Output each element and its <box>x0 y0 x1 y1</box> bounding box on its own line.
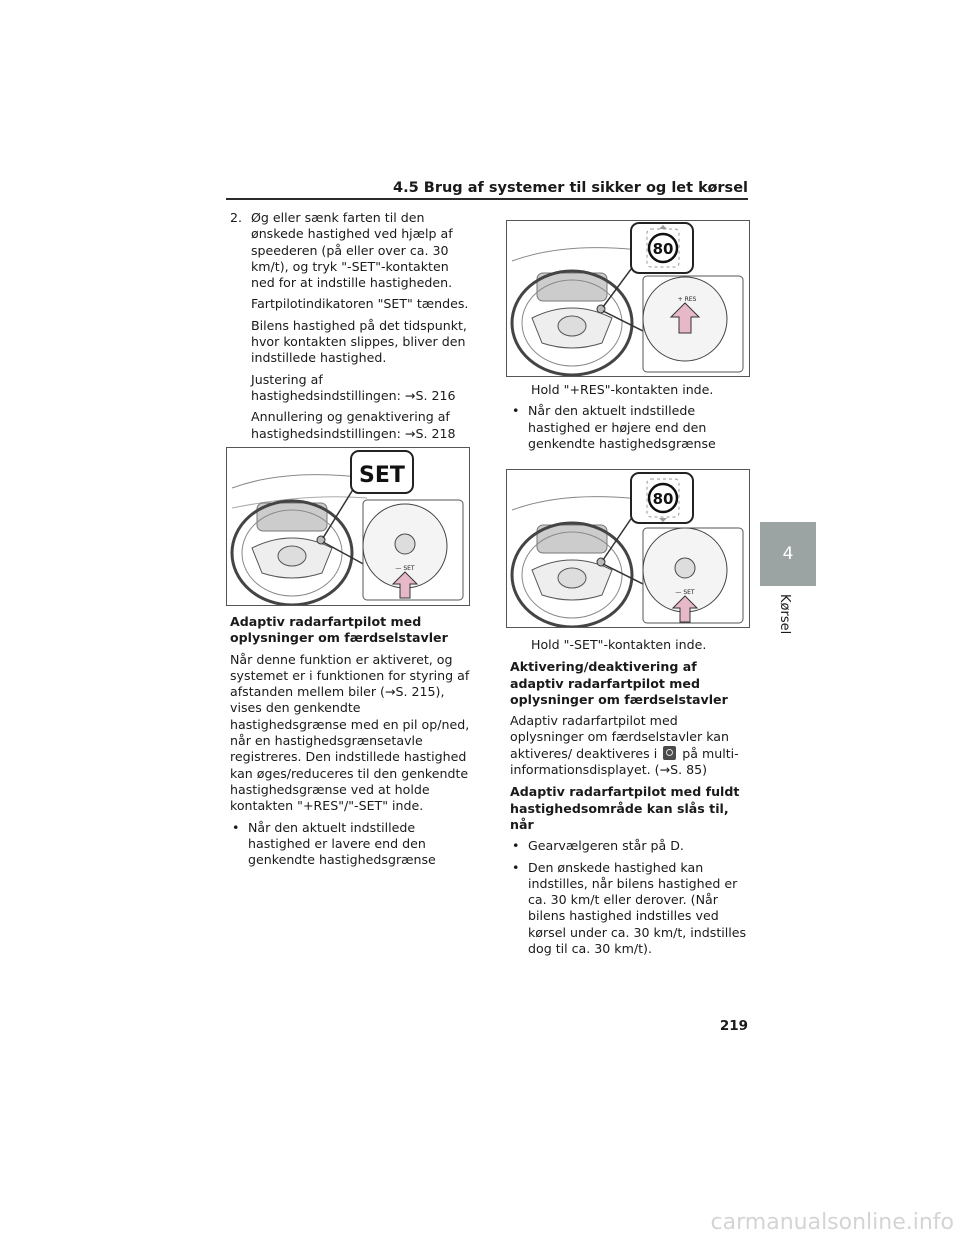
step-2-link-cancel[interactable]: Annullering og genaktivering af hastighedsindstillingen: →S. 218 <box>251 409 456 441</box>
section-title: 4.5 Brug af systemer til sikker og let kørsel <box>393 180 748 196</box>
bullet-speed-text: Den ønskede hastighed kan indstilles, når bilens hastighed er ca. 30 km/t eller derover. (Når bilens hastighed indstilles ved kørsel under ca. 30 km/t, indstilles dog til ca. 30 km/t). <box>528 859 747 957</box>
step-2 <box>230 210 472 296</box>
feature-body: Når denne funktion er aktiveret, og systemet er i funktionen for styring af afstanden mellem biler (→S. 215), vises den genkendte hastighedsgrænse med en pil op/ned, når en hastighedsgrænsetavle registreres. Den indstillede hastighed kan øges/reduceres til den genkendte hastighedsgrænse ved at holde kontakten "+RES"/"-SET" inde. <box>230 651 470 814</box>
step-2-text: Øg eller sænk farten til den ønskede hastighed ved hjælp af speederen (på eller over ca. 30 km/t), og tryk "-SET"-kontakten ned for at indstille hastigheden. <box>251 210 453 291</box>
right-upper-column <box>510 382 752 457</box>
bullet-higher-text: Når den aktuelt indstillede hastighed er højere end den genkendte hastighedsgrænse <box>528 403 716 451</box>
watermark: carmanualsonline.info <box>710 1210 954 1235</box>
res-switch-label: + RES <box>677 296 697 303</box>
right-lower-column <box>510 637 752 962</box>
bullet-lower: • Når den aktuelt indstillede hastighed er lavere end den genkendte hastighedsgrænse <box>230 820 472 869</box>
step-2-note-2: Bilens hastighed på det tidspunkt, hvor kontakten slippes, bliver den indstillede hastighed. <box>251 317 467 366</box>
header-rule <box>226 198 748 200</box>
feature-heading: Adaptiv radarfartpilot med oplysninger om færdselstavler <box>230 614 448 646</box>
bullet-gear: • Gearvælgeren står på D. <box>512 838 684 854</box>
bullet-higher: • Når den aktuelt indstillede hastighed er højere end den genkendte hastighedsgrænse <box>510 403 752 452</box>
chapter-label <box>770 594 800 644</box>
figure-set-switch <box>226 447 470 606</box>
figure-res-switch <box>506 220 750 377</box>
left-column <box>230 210 472 447</box>
step-2-note-1: Fartpilotindikatoren "SET" tændes. <box>251 296 469 312</box>
steering-wheel-set-illustration <box>507 470 749 627</box>
chapter-tab[interactable]: 4 <box>760 522 816 586</box>
step-2-link-adjust[interactable]: Justering af hastighedsindstillingen: →S. 216 <box>251 371 456 403</box>
steering-wheel-res-illustration <box>507 221 749 376</box>
bullet-gear-text: Gearvælgeren står på D. <box>528 838 684 854</box>
activation-heading: Aktivering/deaktivering af adaptiv radarfartpilot med oplysninger om færdselstavler <box>510 659 728 707</box>
caption-set: Hold "-SET"-kontakten inde. <box>531 637 707 652</box>
set-switch-label: — SET <box>395 565 415 572</box>
activation-body <box>510 713 752 778</box>
left-lower-column <box>230 614 472 873</box>
bullet-speed: • Den ønskede hastighed kan indstilles, når bilens hastighed er ca. 30 km/t eller derover. (Når bilens hastighed indstilles ved kørsel under ca. 30 km/t, indstilles dog til ca. 30 km/t). <box>510 860 752 958</box>
caption-res: Hold "+RES"-kontakten inde. <box>531 382 714 397</box>
speed-sign-80: 80 <box>652 240 674 258</box>
activation-body-b: på multi-informationsdisplayet. (→S. 85) <box>510 745 739 778</box>
bullet-lower-text: Når den aktuelt indstillede hastighed er lavere end den genkendte hastighedsgrænse <box>248 819 436 868</box>
set-callout: SET <box>359 463 405 488</box>
full-range-heading: Adaptiv radarfartpilot med fuldt hastighedsområde kan slås til, når <box>510 784 740 832</box>
figure-set-switch-2 <box>506 469 750 628</box>
page-number: 219 <box>719 1018 748 1034</box>
set-switch-label: — SET <box>675 589 695 596</box>
settings-icon <box>663 746 676 760</box>
activation-body-a: Adaptiv radarfartpilot med oplysninger om færdselstavler kan aktiveres/ deaktiveres i <box>510 713 730 761</box>
speed-sign-80: 80 <box>652 490 674 508</box>
steering-wheel-illustration <box>227 448 469 605</box>
step-number: 2. <box>230 210 243 225</box>
chapter-label-text: Kørsel <box>777 594 792 635</box>
